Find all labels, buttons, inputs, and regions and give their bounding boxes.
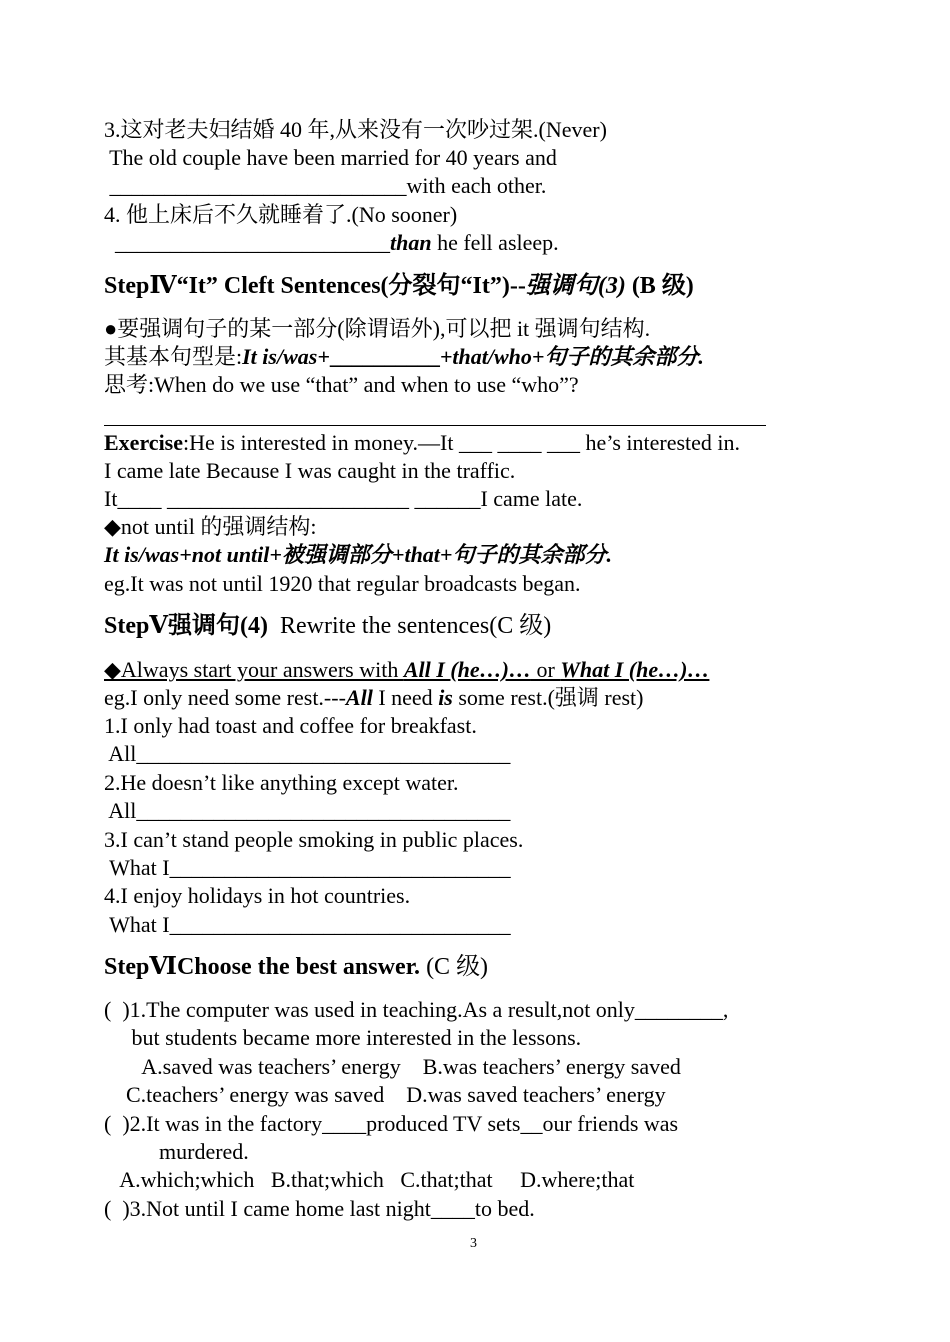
step4-pattern: [104, 343, 704, 371]
tip-part-d: What I (he…)…: [560, 657, 710, 682]
eg-part-b: I need: [372, 685, 439, 710]
rewrite-answer: What I_______________________________: [104, 912, 511, 937]
step6-heading-level: (C 级): [420, 954, 489, 980]
step6-heading: [104, 953, 488, 981]
step4-not-until-pattern: It is/was+not until+被强调部分+that+句子的其余部分.: [104, 542, 612, 567]
pattern-blank: __________: [329, 344, 440, 369]
exercise-label: Exercise: [104, 430, 184, 455]
step4-heading-italic: 强调句(3): [525, 273, 626, 299]
mc-q3-line1: ( )3.Not until I came home last night____to bed.: [104, 1196, 535, 1221]
rewrite-question: 1.I only had toast and coffee for breakfast.: [104, 713, 477, 738]
eg-part-a: eg.I only need some rest.---: [104, 685, 346, 710]
tip-part-a: ◆Always start your answers with: [104, 657, 404, 682]
q3-line1: 3.这对老夫妇结婚 40 年,从来没有一次吵过架.(Never): [104, 117, 607, 142]
pattern-part-b: +that/who+句子的其余部分.: [439, 344, 704, 369]
step4-heading-main: StepⅣ“It” Cleft Sentences(分裂句“It”)--: [104, 273, 526, 299]
mc-q2-line1: ( )2.It was in the factory____produced TV sets__our friends was: [104, 1111, 679, 1136]
page-number: 3: [470, 1236, 477, 1251]
step5-tip: [104, 656, 709, 684]
step4-ex2-line2: It____ ______________________ ______I came late.: [104, 486, 583, 511]
step4-example: eg.It was not until 1920 that regular broadcasts began.: [104, 571, 581, 596]
eg-part-c: some rest.(强调 rest): [452, 685, 644, 710]
rewrite-answer: All__________________________________: [104, 741, 511, 766]
q3-line2: The old couple have been married for 40 years and: [104, 145, 557, 170]
mc-q2-line2: murdered.: [104, 1139, 249, 1164]
mc-q1-line2: but students became more interested in the lessons.: [104, 1025, 582, 1050]
rewrite-question: 3.I can’t stand people smoking in public places.: [104, 827, 524, 852]
exercise-text: :He is interested in money.—It ___ ____ ___ he’s interested in.: [183, 430, 741, 455]
step4-think: 思考:When do we use “that” and when to use “who”?: [104, 372, 579, 397]
pattern-part-a: It is/was+: [242, 344, 330, 369]
step4-not-until: ◆not until 的强调结构:: [104, 514, 317, 539]
q4-line2: [104, 229, 559, 257]
step5-example: [104, 684, 644, 712]
rewrite-question: 4.I enjoy holidays in hot countries.: [104, 883, 411, 908]
step4-exercise: [104, 429, 740, 457]
tip-part-b: All I (he…)…: [403, 657, 531, 682]
rewrite-answer: What I_______________________________: [104, 855, 511, 880]
q4-blank: _________________________: [104, 230, 390, 255]
tip-part-c: or: [530, 657, 561, 682]
eg-is: is: [438, 685, 453, 710]
step4-ex2-line1: I came late Because I was caught in the traffic.: [104, 458, 516, 483]
step5-heading-sub: Rewrite the sentences(C 级): [267, 613, 552, 639]
step6-heading-main: StepⅥChoose the best answer.: [104, 954, 421, 980]
step4-heading: [104, 272, 694, 300]
pattern-label: 其基本句型是:: [104, 344, 243, 369]
step5-heading: [104, 612, 551, 640]
mc-q1-options-1: A.saved was teachers’ energy B.was teachers’ energy saved: [104, 1054, 681, 1079]
step4-heading-level: (B 级): [625, 273, 694, 299]
mc-q2-options: A.which;which B.that;which C.that;that D.where;that: [104, 1167, 635, 1192]
step5-heading-main: StepⅤ强调句(4): [104, 613, 268, 639]
q4-than: than: [390, 230, 432, 255]
eg-all: All: [345, 685, 373, 710]
q4-line1: 4. 他上床后不久就睡着了.(No sooner): [104, 202, 458, 227]
q3-line3: ___________________________with each other.: [104, 173, 547, 198]
step4-bullet: ●要强调句子的某一部分(除谓语外),可以把 it 强调句结构.: [104, 316, 651, 341]
mc-q1-line1: ( )1.The computer was used in teaching.As a result,not only________,: [104, 997, 729, 1022]
rewrite-answer: All__________________________________: [104, 798, 511, 823]
mc-q1-options-2: C.teachers’ energy was saved D.was saved teachers’ energy: [104, 1082, 666, 1107]
q4-rest: he fell asleep.: [431, 230, 559, 255]
answer-line: [104, 425, 766, 426]
rewrite-question: 2.He doesn’t like anything except water.: [104, 770, 459, 795]
